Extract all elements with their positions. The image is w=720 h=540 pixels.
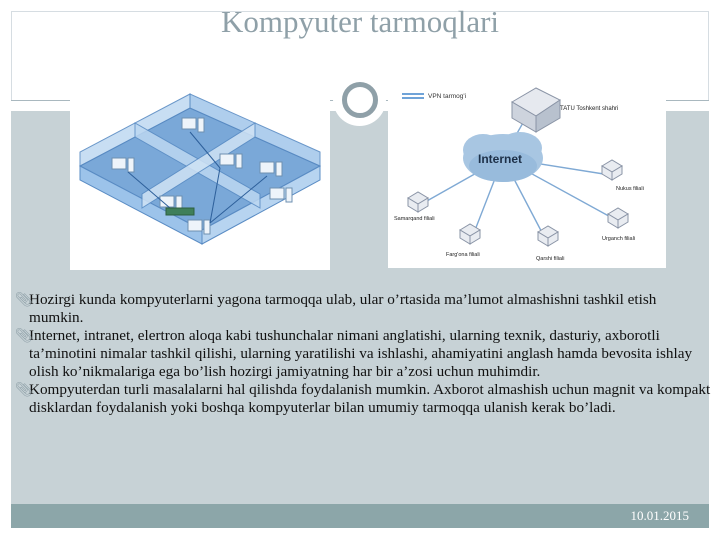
internet-diagram xyxy=(388,58,666,268)
bullet-item xyxy=(14,291,714,327)
office-network-image xyxy=(70,58,330,270)
bullet-item xyxy=(14,327,714,381)
vpn-label: VPN tarmog'i xyxy=(428,93,467,100)
bullet-list xyxy=(14,291,714,417)
urganch-label: Urganch filiali xyxy=(602,236,636,242)
tatu-label: TATU Toshkent shahri xyxy=(560,106,619,112)
nukus-building xyxy=(602,160,622,180)
internet-label: Internet xyxy=(478,152,523,166)
bullet-text: Internet, intranet, elertron aloqa kabi tushunchalar nimani anglatishi, ularning texnik, dasturiy, axborotli ta’minotini nimalar tashkil qilishi, ularning yaratilishi va ishlashi, ahamiyatini anglash hamda bevosita ishlay olish ko’nikmalariga ega bo’lish hozirgi jamiyatning har bir a’zosi uchun muhimdir. xyxy=(29,327,693,380)
pin-bullet-icon: 📎︎ xyxy=(15,383,33,398)
internet-diagram-image xyxy=(388,58,666,268)
slide-title: Kompyuter tarmoqlari xyxy=(220,4,500,39)
bullet-item xyxy=(14,381,714,417)
slide-date: 10.01.2015 xyxy=(630,508,689,523)
tatu-building xyxy=(512,88,560,132)
pin-bullet-icon: 📎︎ xyxy=(15,329,33,344)
urganch-building xyxy=(608,208,628,228)
nukus-label: Nukus filiali xyxy=(616,186,644,192)
fargona-label: Farg'ona filiali xyxy=(446,252,480,258)
qarshi-building xyxy=(538,226,558,246)
title-ring-icon xyxy=(342,82,378,118)
office-network-illustration xyxy=(70,58,330,270)
bullet-text: Hozirgi kunda kompyuterlarni yagona tarmoqqa ulab, ular o’rtasida ma’lumot almashishni tashkil etish mumkin. xyxy=(29,291,657,326)
pin-bullet-icon: 📎︎ xyxy=(15,293,33,308)
bullet-text: Kompyuterdan turli masalalarni hal qilishda foydalanish mumkin. Axborot almashish uchun magnit va kompakt disklardan foydalanish yoki boshqa kompyuterlar bilan umumiy tarmoqqa ulanish kerak bo’ladi. xyxy=(29,381,711,416)
samarqand-building xyxy=(408,192,428,212)
fargona-building xyxy=(460,224,480,244)
samarqand-label: Samarqand filiali xyxy=(394,216,435,222)
footer-bar xyxy=(11,504,709,528)
qarshi-label: Qarshi filiali xyxy=(536,256,565,262)
